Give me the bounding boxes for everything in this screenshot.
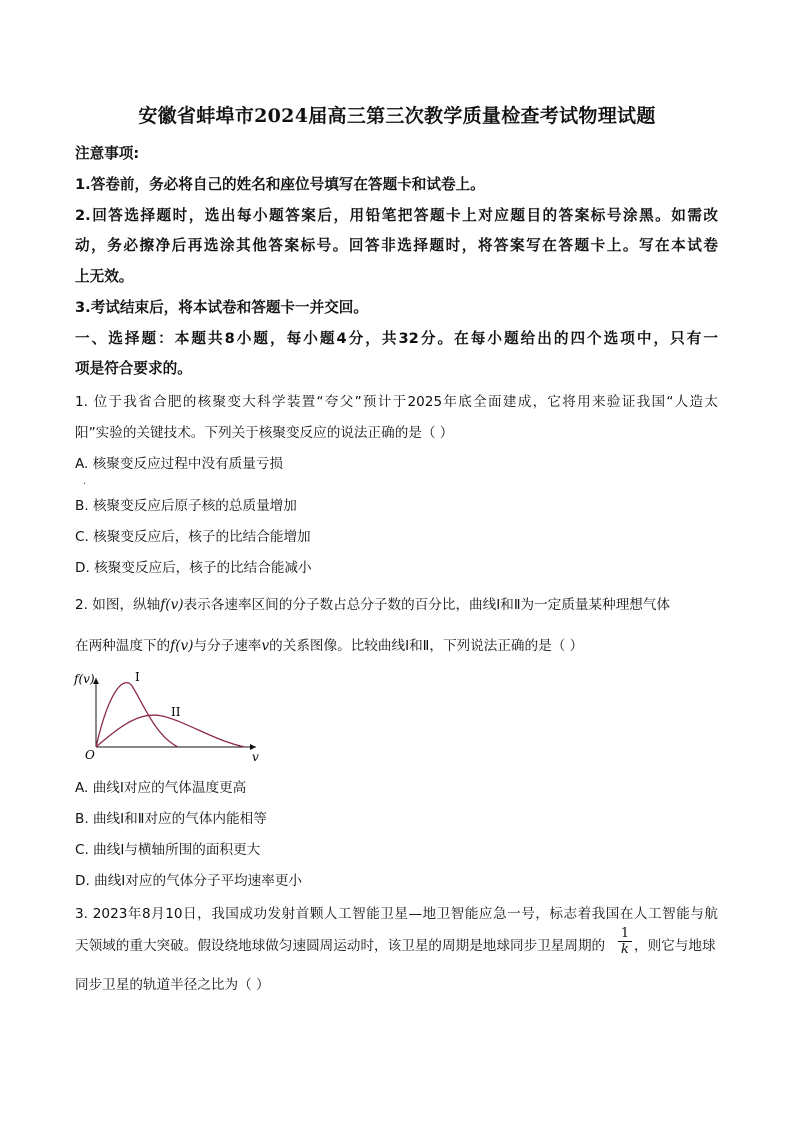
notice-item-2-line-2: 动，务必擦净后再选涂其他答案标号。回答非选择题时，将答案写在答题卡上。写在本试卷: [75, 237, 718, 254]
origin-label: O: [85, 748, 95, 762]
q2-option-d: D. 曲线Ⅰ对应的气体分子平均速率更小: [75, 873, 303, 889]
q2-stem-text: 的关系图像。比较曲线Ⅰ和Ⅱ，下列说法正确的是（ ）: [269, 638, 584, 654]
curve-1-label: I: [135, 670, 140, 684]
notice-item-1: 1.答卷前，务必将自己的姓名和座位号填写在答题卡和试卷上。: [75, 176, 485, 193]
fraction-one-over-k: [618, 926, 632, 957]
page-title: 安徽省蚌埠市2024届高三第三次教学质量检查考试物理试题: [138, 105, 656, 127]
notice-item-2-line-3: 上无效。: [75, 268, 134, 285]
y-axis-label: f(v): [74, 672, 95, 686]
q2-stem-line-2: [75, 634, 583, 654]
q2-stem-text: 表示各速率区间的分子数占总分子数的百分比，曲线Ⅰ和Ⅱ为一定质量某种理想气体: [183, 597, 671, 613]
q2-stem-text: 2. 如图，纵轴: [75, 597, 161, 613]
q3-stem-line-2a: 天领域的重大突破。假设绕地球做匀速圆周运动时，该卫星的周期是地球同步卫星周期的: [75, 938, 606, 954]
q1-option-c: C. 核聚变反应后，核子的比结合能增加: [75, 529, 311, 545]
fraction-denominator: k: [621, 942, 629, 957]
notice-item-3: 3.考试结束后，将本试卷和答题卡一并交回。: [75, 299, 368, 316]
q3-stem-line-1: 3. 2023年8月10日，我国成功发射首颗人工智能卫星—地卫智能应急一号，标志着我国在人工智能与航: [75, 906, 718, 922]
q3-stem-line-3: 同步卫星的轨道半径之比为（ ）: [75, 977, 270, 993]
q2-stem-text: 与分子速率: [193, 638, 262, 654]
notice-heading: 注意事项:: [75, 145, 140, 162]
q3-stem-line-2b: ，则它与地球: [634, 938, 716, 954]
q2-fv-symbol: f(v): [160, 597, 184, 613]
q2-option-a: A. 曲线Ⅰ对应的气体温度更高: [75, 780, 247, 796]
q2-v-symbol: v: [261, 638, 270, 654]
q2-stem-text: 在两种温度下的: [75, 638, 171, 654]
q1-stem-line-1: 1. 位于我省合肥的核聚变大科学装置“夸父”预计于2025年底全面建成，它将用来验证我国“人造太: [75, 394, 718, 410]
q2-option-b: B. 曲线Ⅰ和Ⅱ对应的气体内能相等: [75, 811, 267, 827]
q1-option-a: A. 核聚变反应过程中没有质量亏损: [75, 456, 284, 472]
notice-item-2-line-1: 2.回答选择题时，选出每小题答案后，用铅笔把答题卡上对应题目的答案标号涂黑。如需改: [75, 207, 718, 224]
q1-option-b: B. 核聚变反应后原子核的总质量增加: [75, 498, 297, 514]
q1-option-d: D. 核聚变反应后，核子的比结合能减小: [75, 560, 312, 576]
fraction-numerator: 1: [618, 926, 632, 942]
speed-distribution-figure: [70, 666, 270, 766]
section-heading-line-2: 项是符合要求的。: [75, 360, 192, 377]
q2-stem-line-1: [75, 593, 670, 613]
curve-2-label: II: [171, 705, 181, 719]
q2-fv-symbol: f(v): [170, 638, 194, 654]
section-heading-line-1: 一、选择题：本题共8小题，每小题4分，共32分。在每小题给出的四个选项中，只有一: [75, 330, 718, 347]
stray-dot: ·: [83, 479, 87, 490]
q1-stem-line-2: 阳”实验的关键技术。下列关于核聚变反应的说法正确的是（ ）: [75, 425, 454, 441]
q2-option-c: C. 曲线Ⅰ与横轴所围的面积更大: [75, 842, 261, 858]
x-axis-label: v: [252, 750, 259, 764]
